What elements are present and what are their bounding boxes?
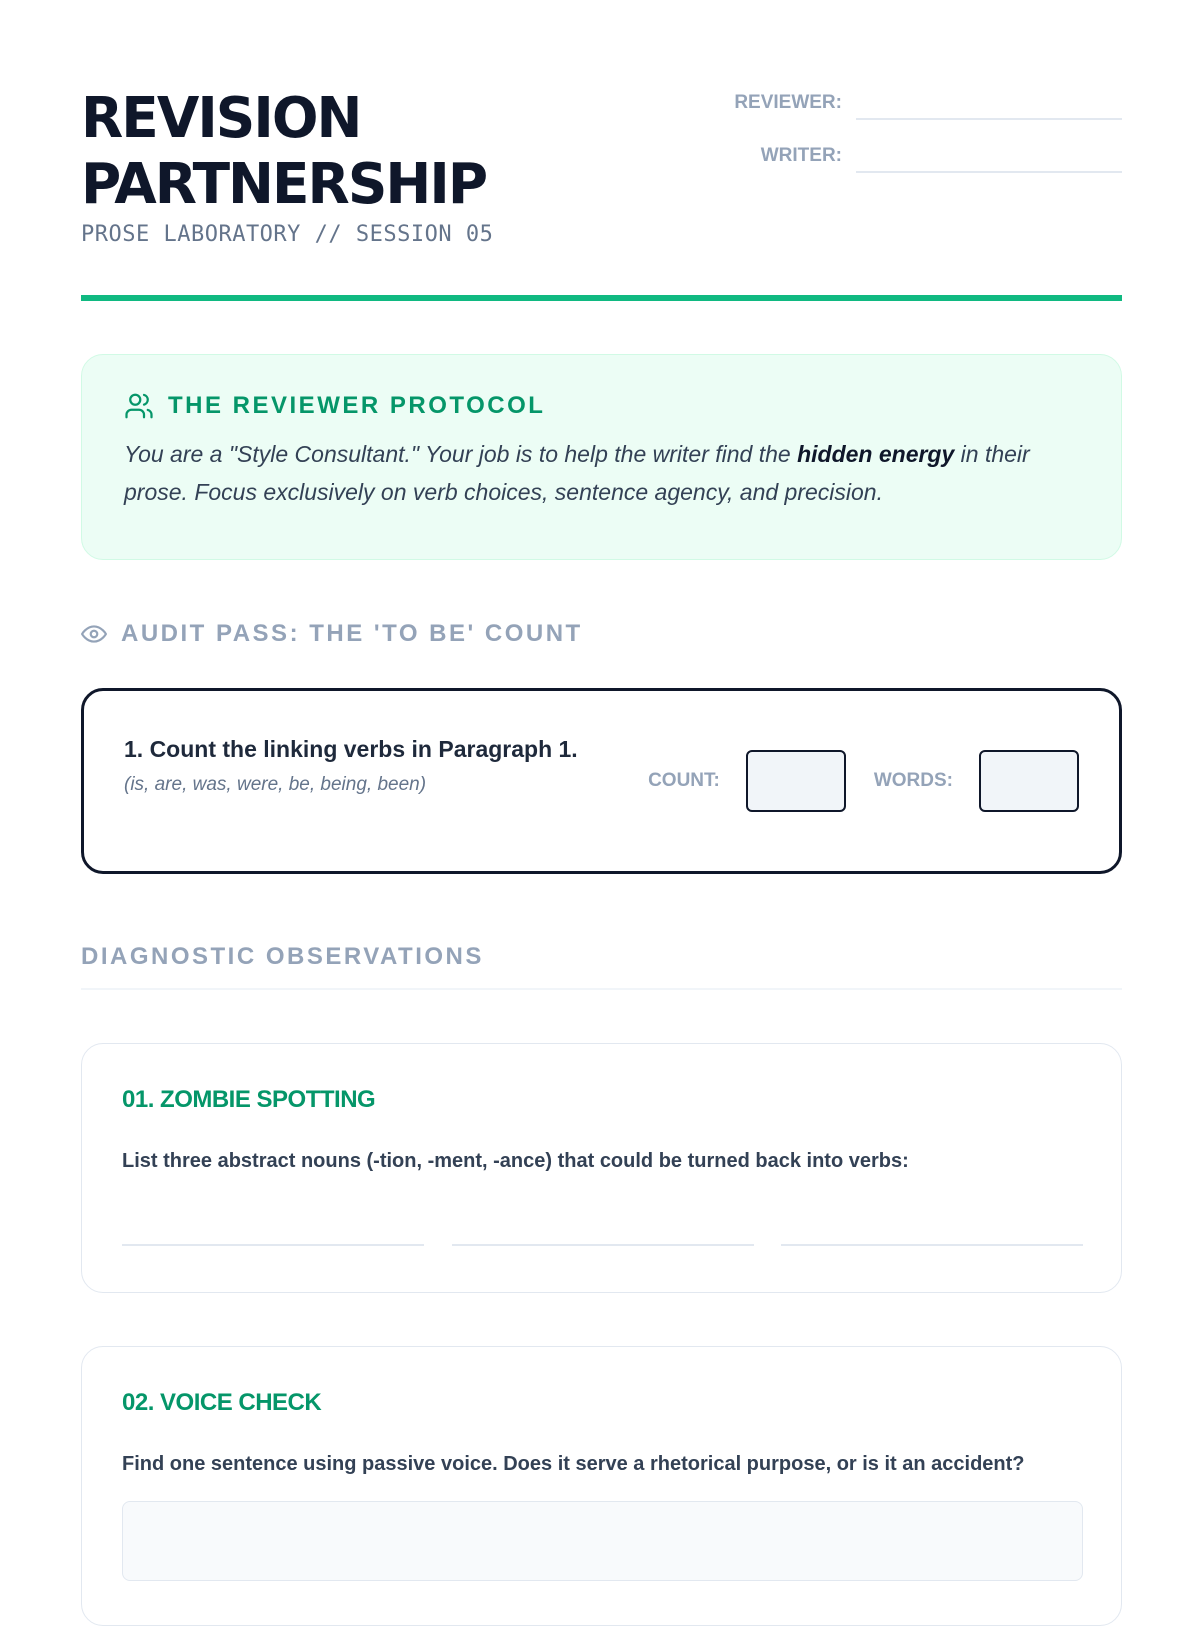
count-input[interactable]	[746, 750, 846, 812]
reviewer-protocol-box	[81, 354, 1122, 560]
audit-fields	[648, 750, 1079, 812]
card-title: 02. VOICE CHECK	[122, 1389, 322, 1416]
answer-line-2[interactable]	[452, 1244, 754, 1246]
audit-question-text: 1. Count the linking verbs in Paragraph 1.	[124, 736, 578, 762]
answer-line-1[interactable]	[122, 1244, 424, 1246]
diagnostic-divider	[81, 988, 1122, 990]
writer-row	[702, 139, 1122, 173]
answer-lines	[122, 1244, 1083, 1246]
diagnostic-heading: DIAGNOSTIC OBSERVATIONS	[81, 943, 484, 970]
header-meta	[702, 86, 1122, 192]
eye-icon	[81, 621, 107, 647]
title-line-2: PARTNERSHIP	[81, 152, 487, 217]
protocol-text-start: You are a "Style Consultant." Your job is to help the writer find the	[124, 441, 798, 467]
words-label: WORDS:	[873, 770, 953, 791]
protocol-text-end: in their prose. Focus exclusively on verb choices, sentence agency, and precision.	[124, 441, 1030, 505]
writer-field[interactable]	[856, 137, 1122, 173]
page-subtitle: PROSE LABORATORY // SESSION 05	[81, 222, 494, 247]
words-input[interactable]	[979, 750, 1079, 812]
header-divider	[81, 295, 1122, 301]
audit-hint: (is, are, was, were, be, being, been)	[124, 774, 427, 795]
protocol-text	[124, 435, 1079, 511]
audit-heading	[81, 620, 583, 648]
users-icon	[124, 391, 154, 421]
answer-line-3[interactable]	[781, 1244, 1083, 1246]
reviewer-row	[702, 86, 1122, 120]
card-prompt: Find one sentence using passive voice. Does it serve a rhetorical purpose, or is it an accident?	[122, 1453, 1025, 1475]
page-title	[81, 86, 486, 218]
card-title: 01. ZOMBIE SPOTTING	[122, 1086, 376, 1113]
protocol-text-emphasis: hidden energy	[797, 441, 955, 467]
voice-check-card	[81, 1346, 1122, 1626]
reviewer-label: REVIEWER:	[734, 92, 842, 113]
writer-label: WRITER:	[760, 145, 842, 166]
reviewer-field[interactable]	[856, 84, 1122, 120]
count-label: COUNT:	[648, 770, 720, 791]
protocol-title: THE REVIEWER PROTOCOL	[168, 392, 546, 419]
protocol-header	[124, 391, 1079, 421]
audit-box	[81, 688, 1122, 874]
audit-question	[124, 733, 584, 796]
answer-textarea[interactable]	[122, 1501, 1083, 1581]
card-prompt: List three abstract nouns (-tion, -ment, -ance) that could be turned back into verbs:	[122, 1150, 909, 1172]
title-line-1: REVISION	[81, 86, 361, 151]
audit-heading-text: AUDIT PASS: THE 'TO BE' COUNT	[121, 620, 583, 647]
zombie-spotting-card	[81, 1043, 1122, 1293]
